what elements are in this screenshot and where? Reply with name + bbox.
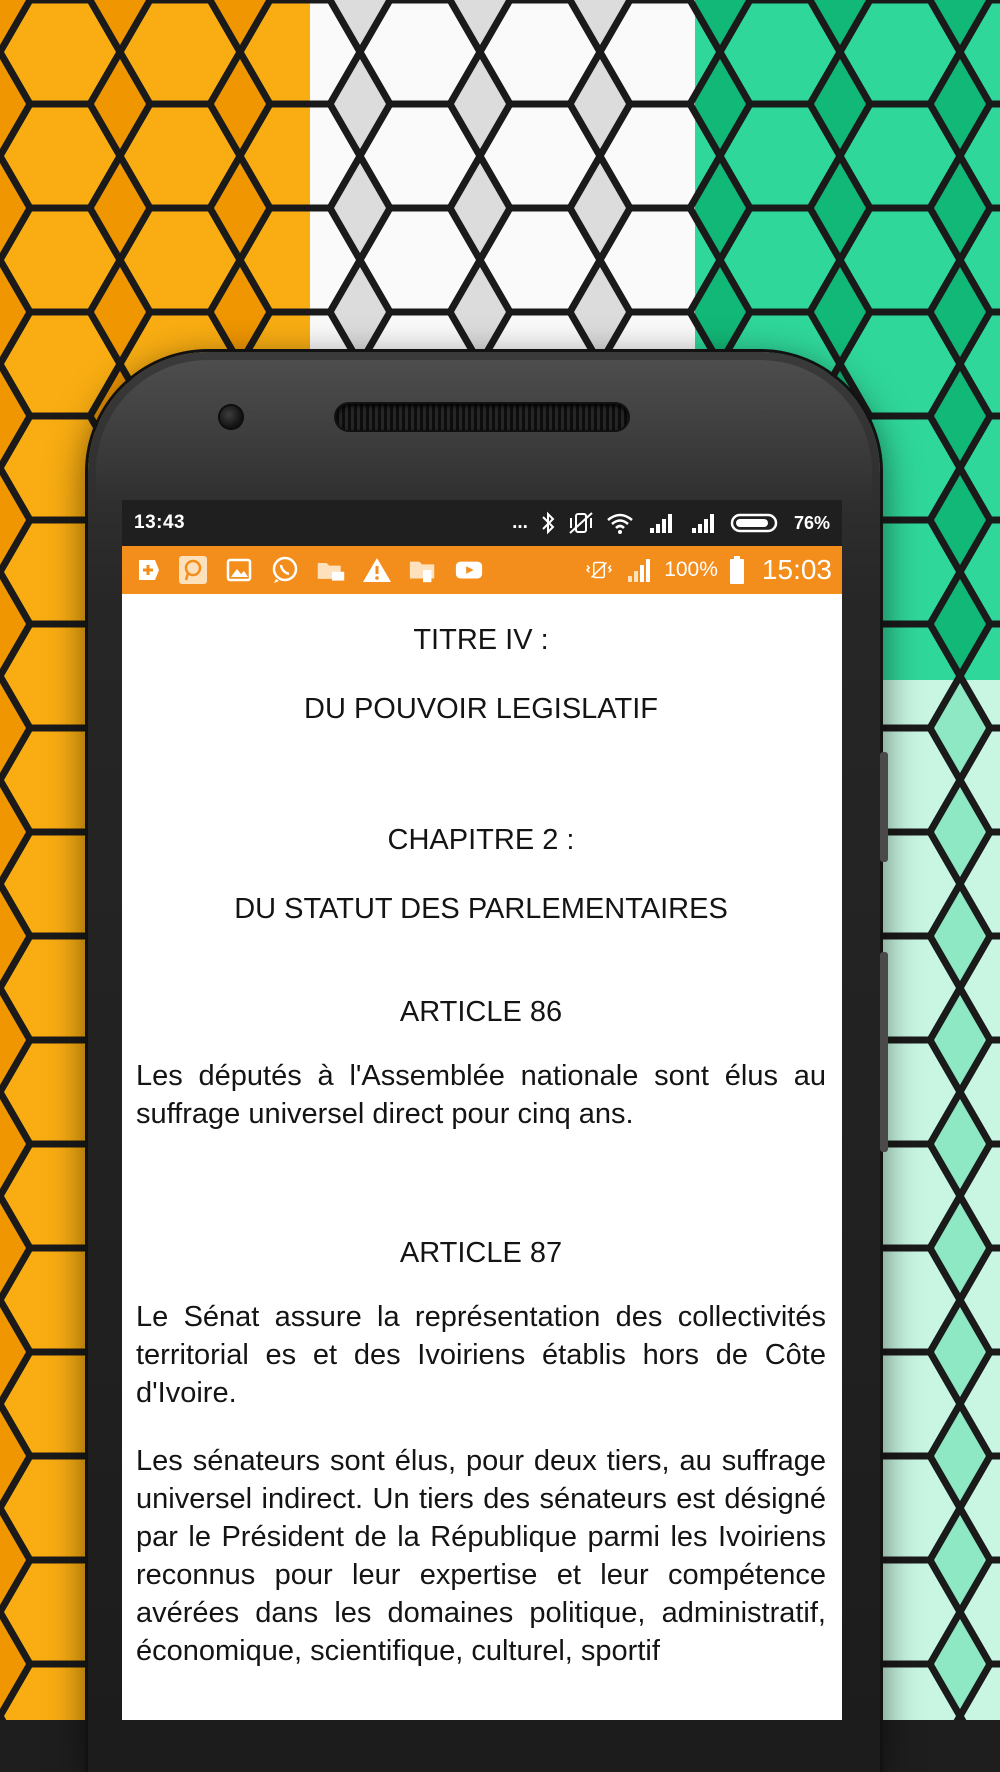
battery-percent-orange: 100% [664, 558, 718, 581]
phone-screen [122, 500, 842, 1720]
notification-bar [122, 546, 842, 594]
status-icons [512, 511, 830, 535]
vibrate-icon [584, 555, 614, 585]
image-icon[interactable] [224, 555, 254, 585]
notification-right-group [584, 554, 832, 586]
warning-icon[interactable] [362, 555, 392, 585]
signal-icon [646, 512, 676, 534]
youtube-icon[interactable] [454, 555, 484, 585]
wifi-icon [606, 512, 634, 534]
article-heading: ARTICLE 86 [399, 996, 563, 1028]
chapter-heading: CHAPITRE 2 : [387, 824, 575, 856]
phone-highlight [96, 360, 872, 510]
article-paragraph: Les députés à l'Assemblée nationale sont élus au suffrage universel direct pour cinq ans. [136, 1060, 826, 1130]
earpiece-speaker [336, 404, 628, 430]
vibrate-off-icon [568, 511, 594, 535]
notification-clock: 15:03 [761, 554, 832, 585]
title-heading: TITRE IV : [413, 624, 549, 656]
article-heading: ARTICLE 87 [399, 1237, 563, 1269]
status-bar [122, 500, 842, 546]
front-camera [220, 406, 242, 428]
chapter-subheading: DU STATUT DES PARLEMENTAIRES [234, 893, 728, 925]
signal-icon-2 [688, 512, 718, 534]
title-subheading: DU POUVOIR LEGISLATIF [304, 693, 658, 725]
power-button [880, 952, 888, 1152]
chat-bubble-icon[interactable] [178, 555, 208, 585]
whatsapp-icon[interactable] [270, 555, 300, 585]
article-paragraph: Les sénateurs sont élus, pour deux tiers, au suffrage universel indirect. Un tiers des sénateurs est désigné par le Président de la République parmi les Ivoiriens reconnus pour leur expertise et leur compétence avérées dans les domaines politique, administratif, économique, scientifique, culturel, sportif [136, 1445, 826, 1667]
signal-icon-orange [624, 555, 654, 585]
battery-icon [730, 512, 782, 534]
bluetooth-icon [540, 511, 556, 535]
more-dots: ... [512, 512, 528, 533]
document-content [122, 624, 842, 1670]
add-box-icon[interactable] [132, 555, 162, 585]
battery-full-icon [728, 555, 746, 585]
article-paragraph: Le Sénat assure la représentation des collectivités territorial es et des Ivoiriens établis hors de Côte d'Ivoire. [136, 1301, 826, 1409]
status-time: 13:43 [134, 512, 186, 533]
battery-percent: 76% [793, 512, 830, 533]
folder-icon[interactable] [408, 555, 438, 585]
volume-button [880, 752, 888, 862]
file-manager-icon[interactable] [316, 555, 346, 585]
